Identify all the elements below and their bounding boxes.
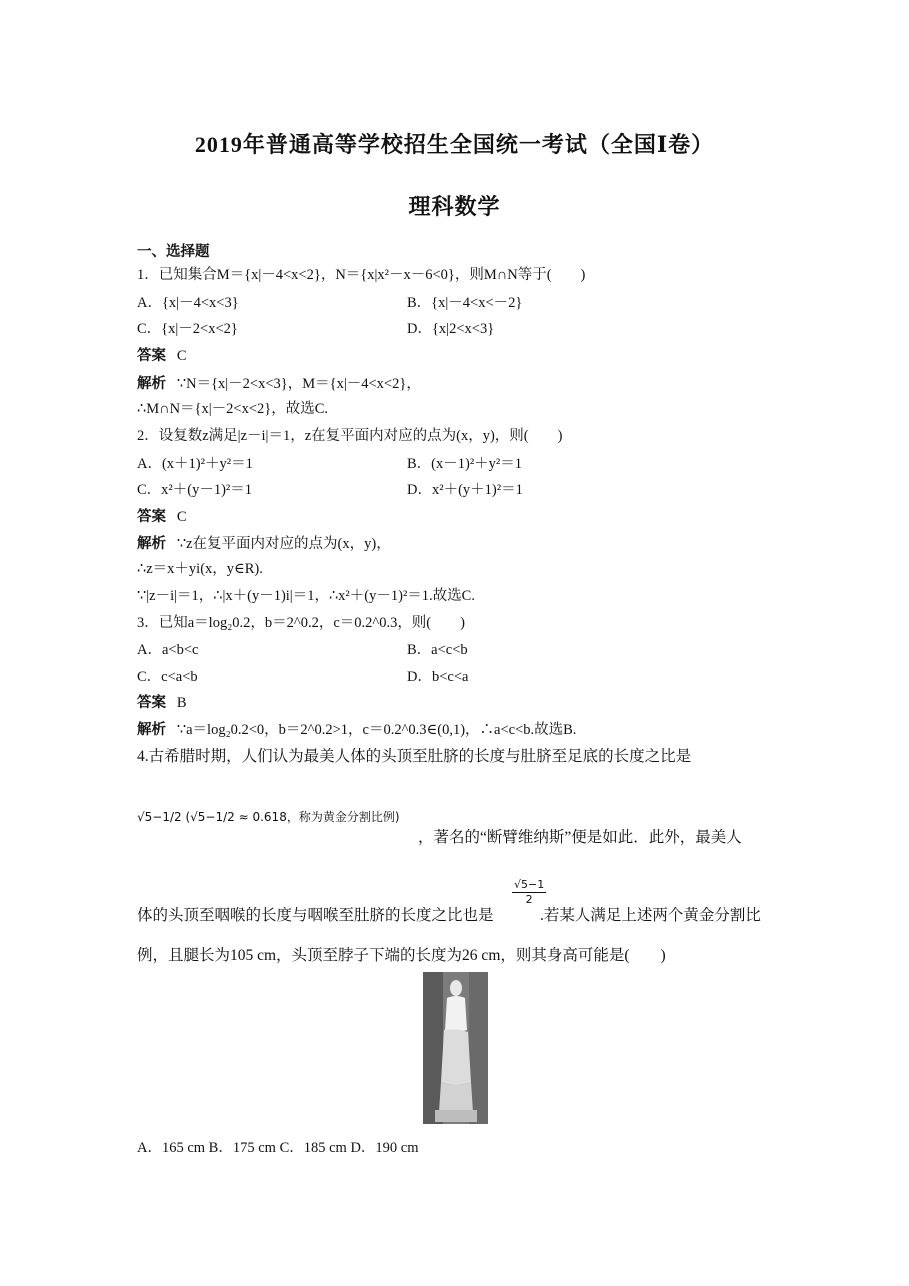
q3-option-b: B．a<c<b — [407, 642, 468, 658]
q2-option-b: B．(x－1)²＋y²＝1 — [407, 456, 523, 472]
q1-option-a: A．{x|－4<x<3} — [137, 295, 239, 311]
q3-answer-label: 答案 — [137, 695, 166, 711]
q2-answer-label: 答案 — [137, 509, 166, 525]
q4-stem-line-3: 体的头顶至咽喉的长度与咽喉至肚脐的长度之比也是 — [137, 907, 494, 924]
q1-analysis-line-1: ∵N＝{x|－2<x<3}，M＝{x|－4<x<2}， — [176, 376, 421, 392]
q1-analysis — [137, 372, 421, 393]
q2-stem: 2．设复数z满足|z－i|＝1，z在复平面内对应的点为(x，y)，则( ) — [137, 428, 563, 444]
q1-answer-value: C — [176, 348, 187, 364]
q1-analysis-line-2: ∴M∩N＝{x|－2<x<2}，故选C. — [137, 401, 329, 417]
q1-analysis-label: 解析 — [137, 376, 166, 392]
q1-stem: 1．已知集合M＝{x|－4<x<2}，N＝{x|x²－x－6<0}，则M∩N等于( ) — [137, 267, 586, 283]
q1-answer — [137, 344, 187, 365]
q4-stem-line-1: 4.古希腊时期，人们认为最美人体的头顶至肚脐的长度与肚脐至足底的长度之比是 — [137, 748, 692, 765]
q2-analysis-line-3: ∵|z－i|＝1，∴|x＋(y－1)i|＝1，∴x²＋(y－1)²＝1.故选C. — [137, 588, 475, 604]
q4-options: A．165 cm B．175 cm C．185 cm D．190 cm — [137, 1140, 419, 1156]
q1-option-c: C．{x|－2<x<2} — [137, 321, 238, 337]
q4-fraction-numerator: √5−1 — [514, 878, 545, 891]
q2-answer-value: C — [176, 509, 187, 525]
q1-option-d: D．{x|2<x<3} — [407, 321, 495, 337]
q2-analysis-line-1: ∵z在复平面内对应的点为(x，y)， — [176, 536, 391, 552]
q2-analysis-line-2: ∴z＝x＋yi(x，y∈R). — [137, 561, 263, 577]
q4-golden-ratio-formula: √5−1/2 (√5−1/2 ≈ 0.618，称为黄金分割比例) — [137, 810, 400, 824]
q4-stem-line-2: ，著名的“断臂维纳斯”便是如此．此外，最美人 — [418, 829, 742, 846]
page-subtitle: 理科数学 — [408, 194, 501, 219]
q4-stem-line-4: 例，且腿长为105 cm，头顶至脖子下端的长度为26 cm，则其身高可能是( ) — [137, 947, 666, 964]
q4-fraction-denominator: 2 — [525, 893, 533, 906]
section-heading: 一、选择题 — [137, 244, 210, 260]
q4-stem-line-3b: .若某人满足上述两个黄金分割比 — [540, 907, 761, 924]
q2-analysis — [137, 532, 391, 553]
q3-analysis-line-1: ∵a＝log₂0.2<0，b＝2^0.2>1，c＝0.2^0.3∈(0,1)，∴a<c<b.故选B. — [176, 722, 577, 738]
q2-option-a: A．(x＋1)²＋y²＝1 — [137, 456, 253, 472]
q2-option-c: C．x²＋(y－1)²＝1 — [137, 482, 253, 498]
q2-analysis-label: 解析 — [137, 536, 166, 552]
q3-option-c: C．c<a<b — [137, 669, 198, 685]
q3-analysis — [137, 718, 576, 739]
q2-answer — [137, 505, 187, 526]
q1-option-b: B．{x|－4<x<－2} — [407, 295, 523, 311]
q3-option-d: D．b<c<a — [407, 669, 469, 685]
q3-option-a: A．a<b<c — [137, 642, 199, 658]
q3-stem: 3．已知a＝log₂0.2，b＝2^0.2，c＝0.2^0.3，则( ) — [137, 615, 465, 631]
q3-answer-value: B — [176, 695, 187, 711]
venus-de-milo-photo — [423, 972, 488, 1124]
page-title: 2019年普通高等学校招生全国统一考试（全国Ⅰ卷） — [194, 132, 715, 157]
q3-answer — [137, 691, 187, 712]
statue-silhouette — [423, 972, 488, 1124]
q2-option-d: D．x²＋(y＋1)²＝1 — [407, 482, 523, 498]
q1-answer-label: 答案 — [137, 348, 166, 364]
q3-analysis-label: 解析 — [137, 722, 166, 738]
